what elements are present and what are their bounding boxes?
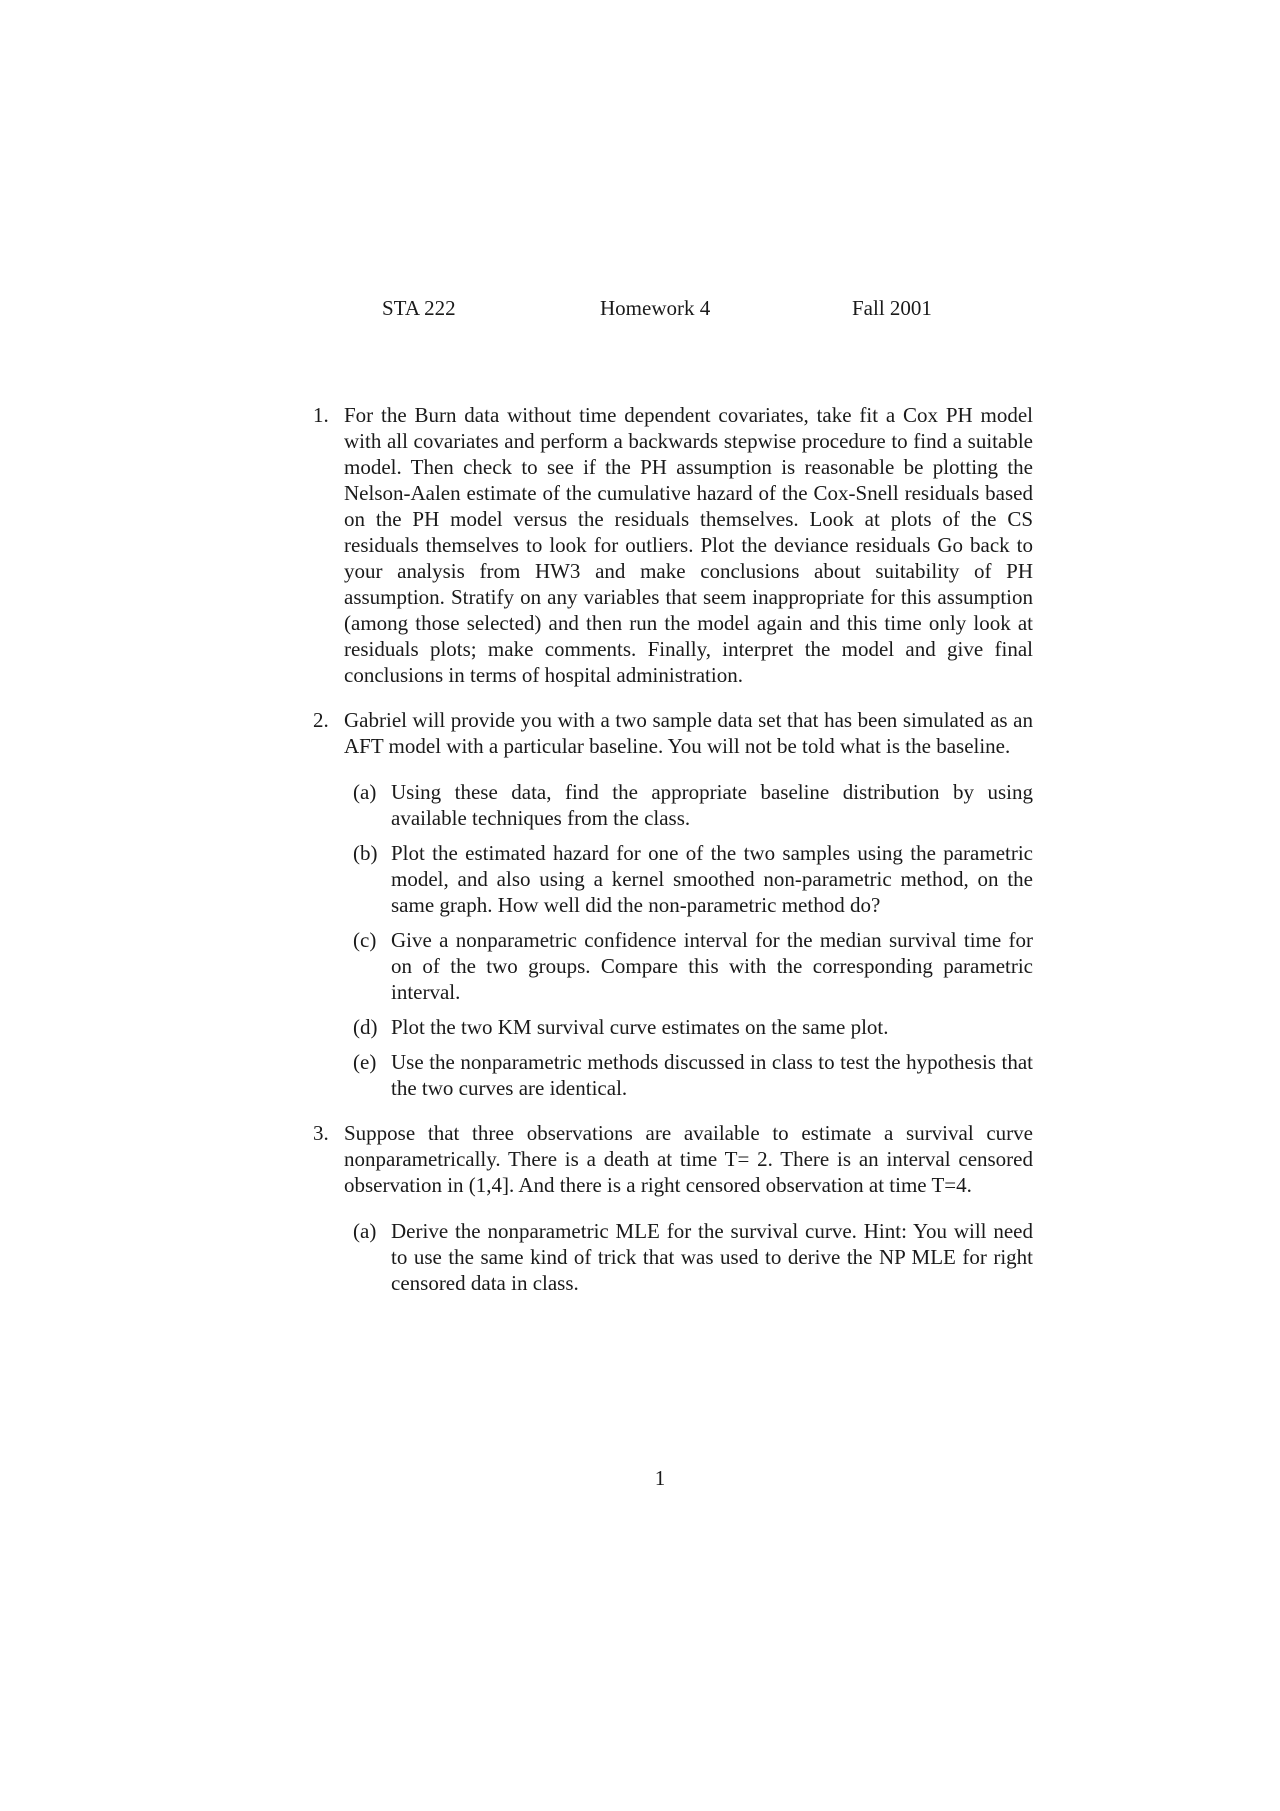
problem-number: 2.	[313, 708, 329, 732]
subpart-a	[344, 779, 1033, 831]
problem-3	[313, 1120, 1033, 1296]
subpart-d	[344, 1014, 1033, 1040]
subpart-e	[344, 1049, 1033, 1101]
subpart-a	[344, 1218, 1033, 1296]
problem-1	[313, 402, 1033, 688]
problem-2	[313, 707, 1033, 1101]
subpart-label: (b)	[353, 841, 378, 865]
subpart-text: Derive the nonparametric MLE for the survival curve. Hint: You will need to use the same kind of trick that was used to derive the NP MLE for right censored data in class.	[391, 1219, 1033, 1295]
problem-text: Gabriel will provide you with a two sample data set that has been simulated as an AFT model with a particular baseline. You will not be told what is the baseline.	[344, 708, 1033, 758]
subpart-b	[344, 840, 1033, 918]
page-number: 1	[654, 1466, 666, 1490]
subpart-label: (a)	[353, 1219, 377, 1243]
subpart-label: (d)	[353, 1015, 378, 1039]
subpart-list	[344, 1218, 1033, 1296]
problem-number: 1.	[313, 403, 329, 427]
subpart-text: Plot the two KM survival curve estimates on the same plot.	[391, 1015, 889, 1039]
subpart-label: (a)	[353, 780, 377, 804]
subpart-c	[344, 927, 1033, 1005]
problem-text: For the Burn data without time dependent covariates, take fit a Cox PH model with all covariates and perform a backwards stepwise procedure to find a suitable model. Then check to see if the PH assumption is reasonable be plotting the Nelson-Aalen estimate of the cumulative hazard of the Cox-Snell residuals based on the PH model versus the residuals themselves. Look at plots of the CS residuals themselves to look for outliers. Plot the deviance residuals Go back to your analysis from HW3 and make conclusions about suitability of PH assumption. Stratify on any variables that seem inappropriate for this assumption (among those selected) and then run the model again and this time only look at residuals plots; make comments. Finally, interpret the model and give final conclusions in terms of hospital administration.	[344, 403, 1033, 687]
subpart-text: Plot the estimated hazard for one of the two samples using the parametric model, and also using a kernel smoothed non-parametric method, on the same graph. How well did the non-parametric method do?	[391, 841, 1033, 917]
course-code: STA 222	[382, 296, 456, 320]
subpart-label: (e)	[353, 1050, 377, 1074]
assignment-title: Homework 4	[600, 296, 711, 320]
document-body	[313, 402, 1033, 1315]
problem-list	[313, 402, 1033, 1296]
subpart-text: Use the nonparametric methods discussed in class to test the hypothesis that the two curves are identical.	[391, 1050, 1033, 1100]
term: Fall 2001	[852, 296, 932, 320]
problem-text: Suppose that three observations are available to estimate a survival curve nonparametrically. There is a death at time T= 2. There is an interval censored observation in (1,4]. And there is a right censored observation at time T=4.	[344, 1121, 1033, 1197]
subpart-text: Using these data, find the appropriate baseline distribution by using available techniques from the class.	[391, 780, 1033, 830]
page-header	[0, 292, 1280, 324]
subpart-text: Give a nonparametric confidence interval for the median survival time for on of the two groups. Compare this with the corresponding parametric interval.	[391, 928, 1033, 1004]
subpart-list	[344, 779, 1033, 1101]
problem-number: 3.	[313, 1121, 329, 1145]
subpart-label: (c)	[353, 928, 377, 952]
